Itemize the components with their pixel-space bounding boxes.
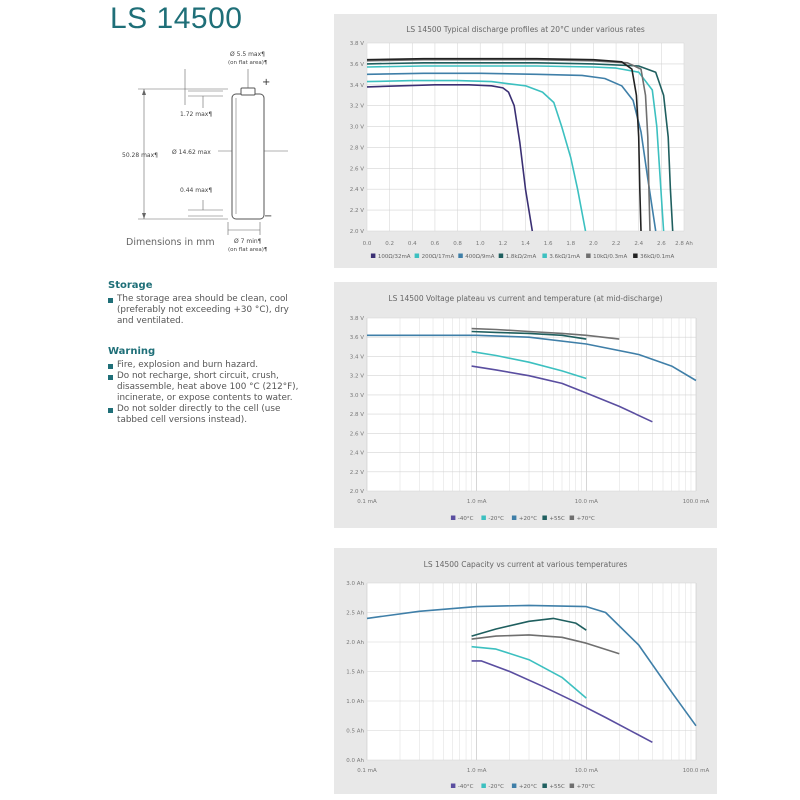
bottom-height-label: 0.44 max¶ (180, 187, 213, 194)
legend-entry: +20°C (518, 516, 538, 522)
legend-entry: 36kΩ/0.1mA (640, 254, 675, 260)
y-tick-label: 0.0 Ah (346, 758, 364, 764)
x-tick-label: 1.4 (521, 241, 530, 247)
cap-height-label: 1.72 max¶ (180, 111, 213, 118)
minus-terminal-label: − (264, 211, 273, 222)
plus-terminal-label: + (262, 77, 271, 88)
legend-entry: 200Ω/17mA (421, 254, 455, 260)
y-tick-label: 2.4 V (349, 450, 364, 457)
y-tick-label: 1.5 Ah (346, 669, 364, 676)
chart-svg (334, 14, 717, 268)
dimensions-caption: Dimensions in mm (126, 237, 215, 248)
top-diameter-sub: (on flat area)¶ (228, 60, 268, 66)
x-tick-label: 0.2 (385, 241, 395, 247)
legend-entry: 1.8kΩ/2mA (505, 254, 537, 260)
storage-heading: Storage (108, 280, 153, 291)
x-tick-label: 0.1 mA (357, 768, 377, 774)
y-tick-label: 3.0 V (349, 392, 364, 399)
legend-swatch (512, 516, 517, 521)
storage-section (108, 280, 308, 327)
legend-swatch (499, 254, 504, 259)
y-tick-label: 2.8 V (349, 412, 364, 419)
y-tick-label: 2.4 V (349, 187, 364, 194)
warning-item: Do not solder directly to the cell (use tabbed cell versions instead). (108, 404, 308, 426)
legend-entry: 10kΩ/0.3mA (593, 254, 628, 260)
y-tick-label: 3.4 V (349, 354, 364, 361)
legend-swatch (570, 516, 575, 521)
y-tick-label: 2.5 Ah (346, 610, 364, 617)
y-tick-label: 3.6 V (349, 61, 364, 68)
y-tick-label: 3.2 V (349, 103, 364, 110)
legend-entry: +20°C (518, 784, 538, 790)
y-tick-label: 2.0 Ah (346, 640, 364, 646)
x-tick-label: 2.4 (634, 241, 644, 247)
legend-entry: +70°C (576, 784, 595, 790)
chart-title: LS 14500 Typical discharge profiles at 20°C under various rates (406, 25, 645, 34)
legend-entry: 100Ω/32mA (377, 254, 411, 260)
y-tick-label: 3.0 V (349, 124, 364, 131)
bottom-diameter-sub: (on flat area)¶ (228, 247, 268, 253)
legend-swatch (570, 784, 575, 789)
legend-swatch (481, 516, 486, 521)
chart-svg (334, 282, 717, 528)
y-tick-label: 2.6 V (349, 431, 364, 438)
cell-body (232, 94, 264, 219)
legend-swatch (542, 516, 547, 521)
x-tick-label: 10.0 mA (574, 499, 598, 505)
x-tick-label: 0.0 (362, 241, 372, 247)
legend-swatch (458, 254, 463, 259)
y-tick-label: 3.2 V (349, 373, 364, 380)
legend-entry: -20°C (488, 516, 504, 522)
warning-item: Fire, explosion and burn hazard. (108, 360, 308, 371)
legend-swatch (415, 254, 420, 259)
x-tick-label: 1.8 (566, 241, 576, 247)
x-tick-label: 2.6 (656, 241, 666, 247)
y-tick-label: 2.0 V (349, 229, 364, 235)
warning-item: Do not recharge, short circuit, crush, disassemble, heat above 100 °C (212°F), incinerate, or expose contents to water. (108, 371, 308, 404)
x-tick-label: 1.2 (498, 241, 508, 247)
x-tick-label: 2.0 (589, 241, 598, 247)
x-tick-label: 2.8 Ah (675, 241, 693, 247)
legend-entry: -20°C (488, 784, 504, 790)
y-tick-label: 2.2 V (349, 208, 364, 215)
legend-entry: +55C (549, 784, 565, 790)
y-tick-label: 3.8 V (349, 316, 364, 322)
chart-svg (334, 548, 717, 794)
x-tick-label: 2.2 (611, 241, 621, 247)
x-tick-label: 100.0 mA (682, 768, 710, 774)
legend-swatch (451, 516, 456, 521)
y-tick-label: 2.8 V (349, 145, 364, 152)
plot-area (367, 318, 696, 491)
discharge-profiles-chart (334, 14, 717, 268)
legend-swatch (542, 784, 547, 789)
warning-heading: Warning (108, 346, 156, 357)
y-tick-label: 2.0 V (349, 489, 364, 495)
cell-cap (241, 88, 255, 95)
legend-entry: +55C (549, 516, 565, 522)
legend-swatch (512, 784, 517, 789)
legend-entry: 3.6kΩ/1mA (549, 254, 581, 260)
legend-entry: -40°C (457, 516, 474, 522)
legend-swatch (586, 254, 591, 259)
x-tick-label: 1.0 (475, 241, 485, 247)
warning-section (108, 346, 308, 426)
x-tick-label: 0.4 (407, 241, 417, 247)
body-diameter-label: Ø 14.62 max (172, 149, 211, 156)
cell-dimension-diagram (108, 50, 308, 260)
length-label: 50.28 max¶ (122, 152, 158, 159)
bottom-diameter-label: Ø 7 min¶ (234, 238, 262, 245)
legend-entry: -40°C (457, 784, 474, 790)
legend-entry: 400Ω/9mA (465, 254, 495, 260)
top-diameter-label: Ø 5.5 max¶ (230, 51, 265, 58)
y-tick-label: 2.6 V (349, 166, 364, 173)
x-tick-label: 0.1 mA (357, 499, 377, 505)
chart-title: LS 14500 Capacity vs current at various temperatures (423, 560, 628, 569)
legend-swatch (371, 254, 376, 259)
chart-title: LS 14500 Voltage plateau vs current and temperature (at mid-discharge) (388, 294, 663, 303)
legend-entry: +70°C (576, 516, 595, 522)
x-tick-label: 10.0 mA (574, 768, 598, 774)
y-tick-label: 3.8 V (349, 41, 364, 47)
x-tick-label: 0.8 (453, 241, 462, 247)
x-tick-label: 0.6 (430, 241, 440, 247)
page-title: LS 14500 (110, 2, 243, 35)
legend-swatch (633, 254, 638, 259)
voltage-plateau-chart (334, 282, 717, 528)
y-tick-label: 2.2 V (349, 469, 364, 476)
y-tick-label: 3.4 V (349, 82, 364, 89)
legend-swatch (451, 784, 456, 789)
capacity-chart (334, 548, 717, 794)
legend-swatch (481, 784, 486, 789)
y-tick-label: 1.0 Ah (346, 699, 364, 705)
y-tick-label: 3.0 Ah (346, 581, 364, 587)
storage-item: The storage area should be clean, cool (preferably not exceeding +30 °C), dry and ventilated. (108, 294, 308, 327)
legend-swatch (542, 254, 547, 259)
y-tick-label: 3.6 V (349, 335, 364, 342)
x-tick-label: 1.0 mA (466, 768, 487, 774)
x-tick-label: 1.6 (543, 241, 553, 247)
y-tick-label: 0.5 Ah (346, 728, 364, 735)
x-tick-label: 100.0 mA (682, 499, 710, 505)
x-tick-label: 1.0 mA (466, 499, 487, 505)
